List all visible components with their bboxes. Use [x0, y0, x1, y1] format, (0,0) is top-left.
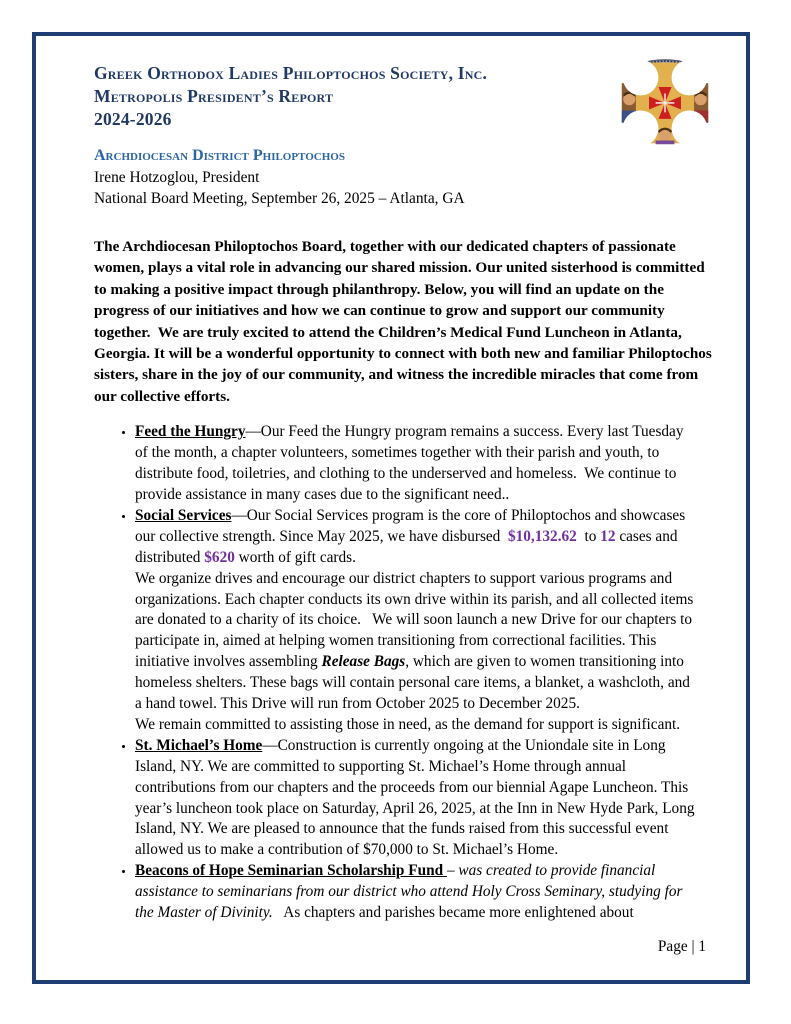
- title-line-years: 2024-2026: [94, 109, 172, 129]
- bullet-paragraph: [135, 715, 700, 736]
- bullet-paragraph: [135, 506, 700, 569]
- bullet-paragraph: [135, 422, 700, 506]
- bullet-item: [135, 506, 700, 736]
- text-segment: —Construction is currently ongoing at the Uniondale site in Long Island, NY. We are committed to supporting St. Michael’s Home through annual contributions from our chapters and the proceeds from our biennial Agape Luncheon. This year’s luncheon took place on Saturday, April 26, 2025, at the Inn in New Hyde Park, Long Island, NY. We are pleased to announce that the funds raised from this successful event allowed us to make a contribution of $70,000 to St. Michael’s Home.: [135, 736, 699, 859]
- bullet-item: [135, 422, 700, 506]
- intro-paragraph: The Archdiocesan Philoptochos Board, together with our dedicated chapters of passionate women, plays a vital role in advancing our shared mission. Our united sisterhood is committed to making a positive impact through philanthropy. Below, you will find an update on the progress of our initiatives and how we can continue to grow and support our community together. We are truly excited to attend the Children’s Medical Fund Luncheon in Atlanta, Georgia. It will be a wonderful opportunity to connect with both new and familiar Philoptochos sisters, share in the joy of our community, and witness the incredible miracles that come from our collective efforts.: [94, 238, 716, 405]
- page-number: Page | 1: [657, 938, 706, 955]
- bullet-heading: Social Services: [135, 506, 232, 524]
- bullet-heading: St. Michael’s Home: [135, 736, 263, 754]
- bullet-heading: Feed the Hungry: [135, 423, 246, 441]
- text-segment: to: [576, 527, 601, 545]
- text-segment: $10,132.62: [507, 527, 577, 545]
- bullet-paragraph: [135, 569, 700, 715]
- report-bullet-list: [94, 422, 700, 924]
- text-segment: worth of gift cards.: [234, 548, 356, 566]
- bullet-heading: Beacons of Hope Seminarian Scholarship Fund: [135, 862, 447, 880]
- page-content: [94, 62, 716, 956]
- president-line: Irene Hotzoglou, President: [94, 169, 260, 186]
- meeting-line: National Board Meeting, September 26, 2025 – Atlanta, GA: [94, 190, 465, 207]
- text-segment: Release Bags: [321, 653, 406, 671]
- text-segment: $620: [204, 548, 235, 566]
- text-segment: As chapters and parishes became more enlightened about: [272, 904, 634, 922]
- text-segment: We remain committed to assisting those in need, as the demand for support is significant.: [135, 715, 681, 733]
- title-line-report: Metropolis President’s Report: [94, 86, 334, 106]
- bullet-paragraph: [135, 861, 700, 924]
- text-segment: —Our Social Services program is the core of Philoptochos and showcases our collective strength. Since May 2025, we have disbursed: [135, 506, 689, 545]
- text-segment: – was created to provide financial assistance to seminarians from our district who attend Holy Cross Seminary, studying for the Master of Divinity.: [135, 862, 687, 922]
- text-segment: —Our Feed the Hungry program remains a success. Every last Tuesday of the month, a chapter volunteers, sometimes together with their parish and youth, to distribute food, toiletries, and clothing to the underserved and homeless. We continue to provide assistance in many cases due to the significant need..: [135, 423, 688, 503]
- bullet-item: [135, 736, 700, 861]
- bullet-paragraph: [135, 736, 700, 861]
- bullet-item: [135, 861, 700, 924]
- report-subheader: [94, 145, 706, 209]
- text-segment: cases and distributed: [135, 527, 682, 566]
- text-segment: , which are given to women transitioning into homeless shelters. These bags will contain personal care items, a blanket, a washcloth, and a hand towel. This Drive will run from October 2025 to December 2025.: [135, 653, 694, 713]
- text-segment: We organize drives and encourage our district chapters to support various programs and organizations. Each chapter conducts its own drive within its parish, and all collected items are donated to a charity of its choice. We will soon launch a new Drive for our chapters to participate in, aimed at helping women transitioning from correctional facilities. This initiative involves assembling: [135, 569, 698, 671]
- philoptochos-cross-icon: [618, 56, 712, 148]
- title-line-society: Greek Orthodox Ladies Philoptochos Society, Inc.: [94, 63, 488, 83]
- district-heading: Archdiocesan District Philoptochos: [94, 147, 345, 164]
- text-segment: 12: [600, 527, 616, 545]
- report-header: [94, 62, 706, 131]
